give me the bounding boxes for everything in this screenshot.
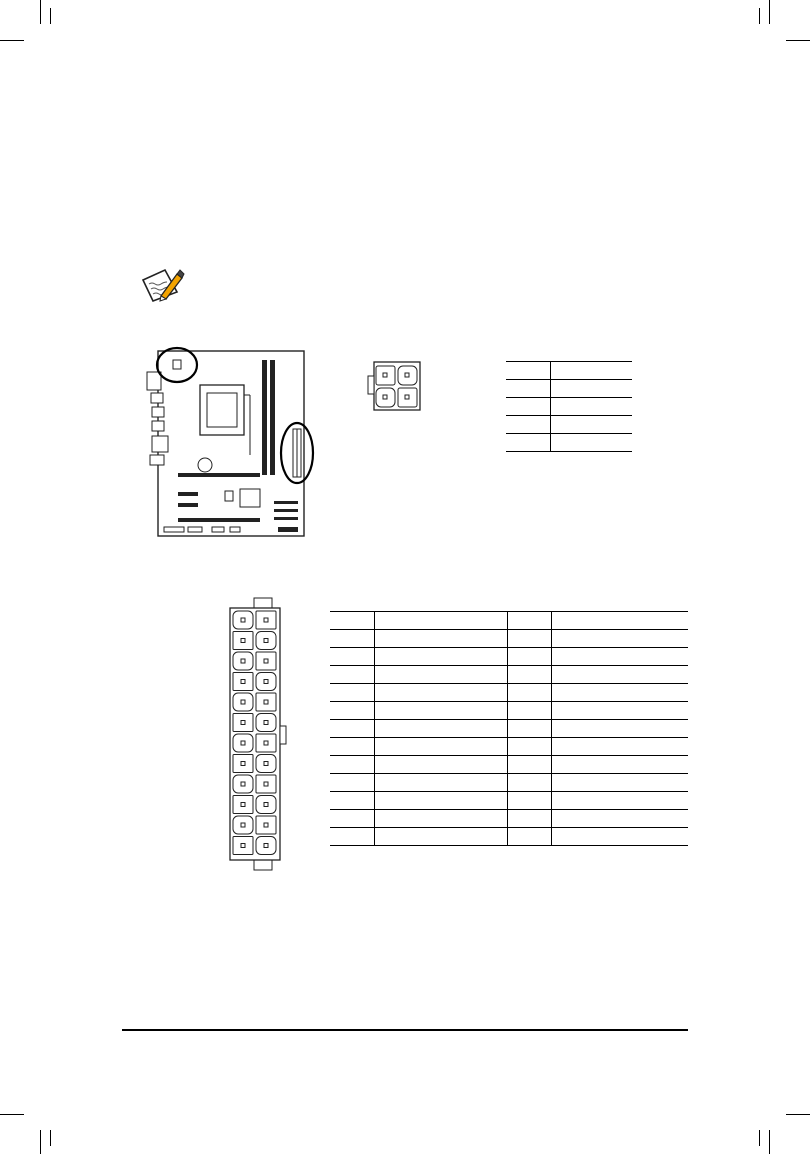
table-cell [330, 702, 374, 720]
table-row [330, 684, 688, 702]
table-cell [507, 738, 551, 756]
table-cell [330, 720, 374, 738]
motherboard-layout-diagram [138, 345, 320, 540]
table-cell [551, 774, 688, 792]
connector-pin-hole [264, 782, 268, 786]
connector-pin-hole [264, 823, 268, 827]
table-row [330, 648, 688, 666]
table-row [330, 738, 688, 756]
four-pin-connector-diagram [364, 360, 424, 412]
table-row [506, 362, 632, 380]
table-cell [507, 756, 551, 774]
table-cell [330, 630, 374, 648]
table-cell [330, 792, 374, 810]
connector-pin-hole [264, 803, 268, 807]
connector-pin-hole [264, 844, 268, 848]
table-row [506, 434, 632, 452]
table-cell [374, 738, 507, 756]
table-row [330, 666, 688, 684]
table-cell [551, 828, 688, 846]
table-row [330, 810, 688, 828]
table-row [506, 380, 632, 398]
twenty-four-pin-connector-diagram [226, 596, 292, 872]
table-cell [507, 828, 551, 846]
table-cell [330, 738, 374, 756]
table-cell [507, 612, 551, 630]
table-cell [330, 756, 374, 774]
connector-pin-hole [264, 639, 268, 643]
table-cell [330, 684, 374, 702]
table-cell [550, 434, 632, 452]
table-cell [551, 792, 688, 810]
connector-pin-hole [241, 700, 245, 704]
connector-pin-hole [241, 741, 245, 745]
table-cell [330, 810, 374, 828]
connector-pin-hole [241, 762, 245, 766]
atx12v-pin-table [506, 361, 632, 452]
connector-pin-hole [241, 618, 245, 622]
four-pin-connector-icon [364, 360, 424, 412]
table-row [330, 828, 688, 846]
connector-pin-hole [241, 721, 245, 725]
table-row [506, 398, 632, 416]
table-cell [506, 398, 550, 416]
table-row [506, 416, 632, 434]
footer-rule [122, 1029, 688, 1031]
connector-pin-hole [241, 659, 245, 663]
connector-pin-hole [241, 823, 245, 827]
table-cell [507, 720, 551, 738]
connector-pin-hole [264, 721, 268, 725]
table-cell [374, 720, 507, 738]
table-cell [551, 738, 688, 756]
connector-pin-hole [264, 659, 268, 663]
connector-pin-hole [241, 782, 245, 786]
table-cell [330, 648, 374, 666]
table-row [330, 792, 688, 810]
table-cell [374, 828, 507, 846]
table-cell [551, 648, 688, 666]
table-cell [374, 702, 507, 720]
connector-pin-hole [241, 844, 245, 848]
table-cell [551, 810, 688, 828]
connector-pin-hole [264, 618, 268, 622]
connector-pin-hole [264, 762, 268, 766]
table-cell [374, 774, 507, 792]
table-cell [374, 630, 507, 648]
connector-pin-hole [264, 741, 268, 745]
note-pencil-icon [139, 266, 185, 304]
table-cell [374, 792, 507, 810]
motherboard-layout-icon [138, 345, 320, 540]
table-row [330, 630, 688, 648]
table-cell [330, 666, 374, 684]
table-row [330, 720, 688, 738]
table-cell [551, 612, 688, 630]
table-cell [550, 380, 632, 398]
table-cell [551, 684, 688, 702]
connector-pin-hole [241, 803, 245, 807]
table-cell [507, 648, 551, 666]
table-row [330, 702, 688, 720]
table-cell [507, 684, 551, 702]
table-cell [330, 774, 374, 792]
table-cell [551, 630, 688, 648]
table-row [330, 612, 688, 630]
table-cell [374, 666, 507, 684]
table-cell [507, 666, 551, 684]
table-cell [374, 612, 507, 630]
connector-pin-hole [264, 680, 268, 684]
table-cell [506, 362, 550, 380]
table-cell [507, 792, 551, 810]
table-cell [507, 630, 551, 648]
table-cell [506, 380, 550, 398]
table-row [330, 774, 688, 792]
table-cell [507, 774, 551, 792]
table-cell [551, 666, 688, 684]
connector-pin-hole [241, 639, 245, 643]
table-cell [551, 720, 688, 738]
table-cell [550, 362, 632, 380]
table-cell [330, 828, 374, 846]
table-cell [374, 684, 507, 702]
table-cell [374, 756, 507, 774]
table-cell [506, 416, 550, 434]
table-cell [506, 434, 550, 452]
table-cell [551, 702, 688, 720]
atx-pin-table [330, 611, 688, 846]
table-cell [374, 648, 507, 666]
table-cell [550, 398, 632, 416]
twenty-four-pin-connector-icon [226, 596, 292, 872]
table-cell [507, 702, 551, 720]
table-cell [330, 612, 374, 630]
table-cell [550, 416, 632, 434]
connector-pin-hole [264, 700, 268, 704]
table-cell [551, 756, 688, 774]
table-cell [374, 810, 507, 828]
connector-pin-hole [241, 680, 245, 684]
table-row [330, 756, 688, 774]
table-cell [507, 810, 551, 828]
